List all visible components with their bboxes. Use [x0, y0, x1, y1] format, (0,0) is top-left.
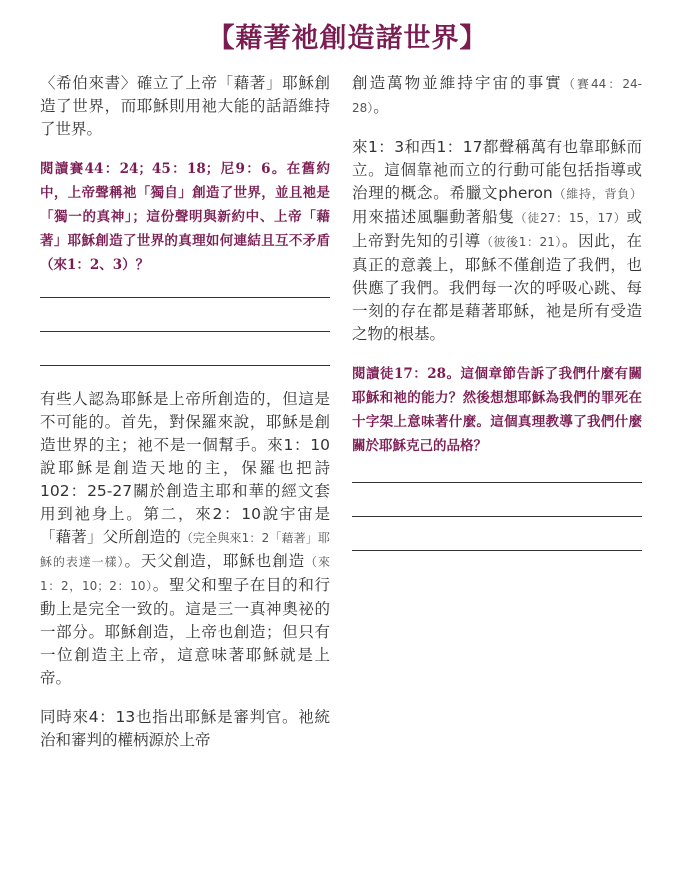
text-run: 來1：3和西1：17都聲稱萬有也靠耶穌而立。這個靠祂而立的行動可能包括指導或治理的概念。希臘文pheron [352, 138, 642, 202]
text-run: 。因此，在真正的意義上，耶穌不僅創造了我們，也供應了我們。我們每一次的呼吸心跳、每一刻的存在都是藉著耶穌，祂是所有受造之物的根基。 [352, 232, 642, 343]
text-note: （完全與來1：2「藉著」耶穌的表達一樣） [40, 531, 330, 569]
right-column [352, 72, 642, 551]
answer-lines-1 [40, 297, 330, 366]
answer-line[interactable] [40, 365, 330, 366]
judge-paragraph: 同時來4：13也指出耶穌是審判官。祂統治和審判的權柄源於上帝 [40, 708, 330, 749]
text-run: 有些人認為耶穌是上帝所創造的，但這是不可能的。首先，對保羅來說，耶穌是創造世界的主；祂不是一個幫手。來1：10說耶穌是創造天地的主，保羅也把詩102：25-27關於創造主耶和華的經文套用到祂身上。第二，來2：10說宇宙是「藉著」父所創造的 [40, 390, 330, 546]
intro-paragraph: 〈希伯來書〉確立了上帝「藉著」耶穌創造了世界，而耶穌則用祂大能的話語維持了世界。 [40, 74, 330, 138]
study-question-1: 閱讀賽44：24；45：18；尼9：6。在舊約中，上帝聲稱祂「獨自」創造了世界，並且祂是「獨一的真神」；這份聲明與新約中、上帝「藉著」耶穌創造了世界的真理如何連結且互不矛盾（來1：2、3）？ [40, 161, 330, 273]
answer-lines-2 [352, 482, 642, 551]
sustainer-paragraph [352, 136, 642, 346]
creator-paragraph [40, 388, 330, 690]
answer-line[interactable] [40, 331, 330, 332]
answer-line[interactable] [40, 297, 330, 298]
text-run: 。聖父和聖子在目的和行動上是完全一致的。這是三一真神奧祕的一部分。耶穌創造，上帝也創造；但只有一位創造主上帝，這意味著耶穌就是上帝。 [40, 576, 330, 687]
text-run: 用來描述風驅動著船隻 [352, 208, 515, 226]
answer-line[interactable] [352, 482, 642, 483]
text-note: （賽44：24-28） [352, 77, 642, 115]
text-note: （來1：2，10；2：10） [40, 555, 330, 593]
left-column [40, 72, 330, 768]
continuation-paragraph [352, 72, 642, 120]
text-run: 或上帝對先知的引導 [352, 208, 642, 250]
answer-line[interactable] [352, 550, 642, 551]
text-note: （維持，背負） [552, 187, 642, 201]
text-run: 。天父創造，耶穌也創造 [124, 552, 306, 570]
page-title: 【藉著祂創造諸世界】 [207, 23, 488, 54]
answer-line[interactable] [352, 516, 642, 517]
text-run: 。 [373, 98, 389, 116]
text-note: （彼後1：21） [480, 235, 563, 249]
study-question-2: 閱讀徒17：28。這個章節告訴了我們什麼有關耶穌和祂的能力？然後想想耶穌為我們的罪死在十字架上意味著什麼。這個真理教導了我們什麼關於耶穌克己的品格？ [352, 366, 642, 454]
text-run: 創造萬物並維持宇宙的事實 [352, 74, 563, 92]
text-note: （徒27：15，17） [514, 211, 627, 225]
